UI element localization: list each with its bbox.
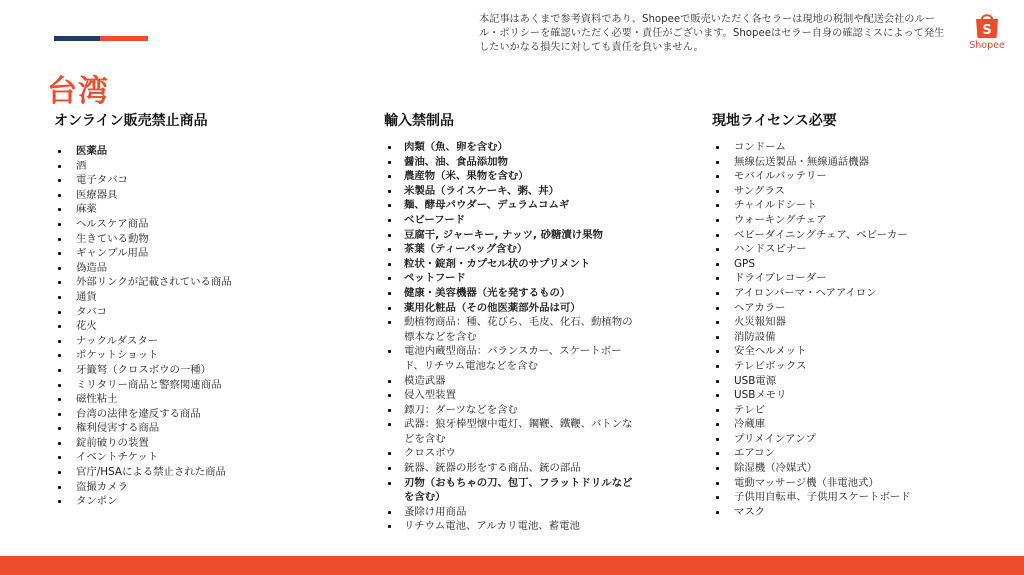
list-item: ヘアカラー	[712, 301, 1012, 316]
accent-bar-orange	[100, 36, 148, 41]
item-list	[54, 144, 354, 509]
list-item: 医薬品	[54, 144, 354, 159]
list-item: 花火	[54, 319, 354, 334]
list-item: 通貨	[54, 290, 354, 305]
list-item: GPS	[712, 257, 1012, 272]
accent-bar-blue	[54, 36, 100, 41]
list-item: タンポン	[54, 494, 354, 509]
list-item: 粒状・錠剤・カプセル状のサプリメント	[384, 257, 634, 272]
list-item: 盗撮カメラ	[54, 480, 354, 495]
list-item: 肉類（魚、卵を含む）	[384, 140, 634, 155]
list-item: 電子タバコ	[54, 173, 354, 188]
list-item: 刃物（おもちゃの刀、包丁、フラットドリルなどを含む）	[384, 476, 634, 505]
list-item: 鏢刀：ダーツなどを含む	[384, 403, 634, 418]
list-item: 権利侵害する商品	[54, 421, 354, 436]
list-item: 冷蔵庫	[712, 417, 1012, 432]
list-item: ミリタリー商品と警察関連商品	[54, 378, 354, 393]
list-item: 米製品（ライスケーキ、粥、丼）	[384, 184, 634, 199]
item-list	[384, 140, 634, 534]
list-item: 電池内蔵型商品：バランスカー、スケートボード、リチウム電池などを含む	[384, 344, 634, 373]
disclaimer-text: 本記事はあくまで参考資料であり、Shopeeで販売いただく各セラーは現地の税制や配送会社のルール・ポリシーを確認いただく必要・責任がございます。Shopeeはセラー自身の確認ミスによって発生したいかなる損失に対しても責任を負いません。	[479, 14, 945, 53]
list-item: コンドーム	[712, 140, 1012, 155]
list-item: 台湾の法律を違反する商品	[54, 407, 354, 422]
list-item: アイロンパーマ・ヘアアイロン	[712, 286, 1012, 301]
list-item: 茶葉（ティーバッグ含む）	[384, 242, 634, 257]
list-item: 外部リンクが記載されている商品	[54, 275, 354, 290]
list-item: ペットフード	[384, 271, 634, 286]
list-item: USB電源	[712, 374, 1012, 389]
list-item: エアコン	[712, 446, 1012, 461]
list-item: 生きている動物	[54, 232, 354, 247]
list-item: 模造武器	[384, 374, 634, 389]
shopee-logo	[966, 11, 1008, 51]
list-item: ドライブレコーダー	[712, 271, 1012, 286]
list-item: 偽造品	[54, 261, 354, 276]
list-item: 安全ヘルメット	[712, 344, 1012, 359]
list-item: 火災報知器	[712, 315, 1012, 330]
list-item: 官庁/HSAによる禁止された商品	[54, 465, 354, 480]
list-item: 動植物商品：種、花びら、毛皮、化石、動植物の標本などを含む	[384, 315, 634, 344]
list-item: 酒	[54, 159, 354, 174]
list-item: テレビボックス	[712, 359, 1012, 374]
list-item: 麺、酵母パウダー、デュラムコムギ	[384, 198, 634, 213]
list-item: タバコ	[54, 305, 354, 320]
item-list	[712, 140, 1012, 519]
list-item: 農産物（米、果物を含む）	[384, 169, 634, 184]
column-title: 現地ライセンス必要	[712, 113, 837, 129]
list-item: 醤油、油、食品添加物	[384, 155, 634, 170]
list-item: プリメインアンプ	[712, 432, 1012, 447]
column-import-prohibited	[384, 110, 634, 534]
shopping-bag-icon	[966, 11, 1008, 39]
list-item: 銃器、銃器の形をする商品、銃の部品	[384, 461, 634, 476]
logo-text: Shopee	[969, 40, 1005, 51]
svg-text:S: S	[982, 23, 992, 38]
list-item: 蚤除け用商品	[384, 505, 634, 520]
list-item: テレビ	[712, 403, 1012, 418]
list-item: クロスボウ	[384, 446, 634, 461]
list-item: チャイルドシート	[712, 198, 1012, 213]
list-item: 健康・美容機器（光を発するもの）	[384, 286, 634, 301]
column-title: オンライン販売禁止商品	[54, 113, 208, 129]
column-online-prohibited	[54, 110, 354, 509]
list-item: ヘルスケア商品	[54, 217, 354, 232]
list-item: 子供用自転車、子供用スケートボード	[712, 490, 1012, 505]
list-item: 薬用化粧品（その他医薬部外品は可）	[384, 301, 634, 316]
list-item: ベビーフード	[384, 213, 634, 228]
list-item: 侵入型装置	[384, 388, 634, 403]
list-item: 麻薬	[54, 202, 354, 217]
list-item: リチウム電池、アルカリ電池、蓄電池	[384, 519, 634, 534]
footer-bar	[0, 556, 1024, 575]
list-item: ウォーキングチェア	[712, 213, 1012, 228]
list-item: 電動マッサージ機（非電池式）	[712, 476, 1012, 491]
list-item: マスク	[712, 505, 1012, 520]
list-item: ハンドスピナー	[712, 242, 1012, 257]
list-item: 牙籤弩（クロスボウの一種）	[54, 363, 354, 378]
list-item: 無線伝送製品・無線通話機器	[712, 155, 1012, 170]
list-item: 医療器具	[54, 188, 354, 203]
list-item: 消防設備	[712, 330, 1012, 345]
column-title: 輸入禁制品	[384, 113, 454, 129]
list-item: ベビーダイニングチェア、ベビーカー	[712, 228, 1012, 243]
list-item: ナックルダスター	[54, 334, 354, 349]
list-item: 錠前破りの装置	[54, 436, 354, 451]
list-item: ポケットショット	[54, 348, 354, 363]
list-item: 武器：狼牙棒型懐中電灯、鋼鞭、鐵鞭、バトンなどを含む	[384, 417, 634, 446]
list-item: イベントチケット	[54, 450, 354, 465]
list-item: USBメモリ	[712, 388, 1012, 403]
list-item: モバイルバッテリー	[712, 169, 1012, 184]
list-item: 豆腐干, ジャーキー, ナッツ, 砂糖漬け果物	[384, 228, 634, 243]
list-item: ギャンブル用品	[54, 246, 354, 261]
list-item: 磁性粘土	[54, 392, 354, 407]
list-item: 除湿機（冷媒式）	[712, 461, 1012, 476]
list-item: サングラス	[712, 184, 1012, 199]
column-license-required	[712, 110, 1012, 519]
page-title: 台湾	[47, 74, 109, 109]
